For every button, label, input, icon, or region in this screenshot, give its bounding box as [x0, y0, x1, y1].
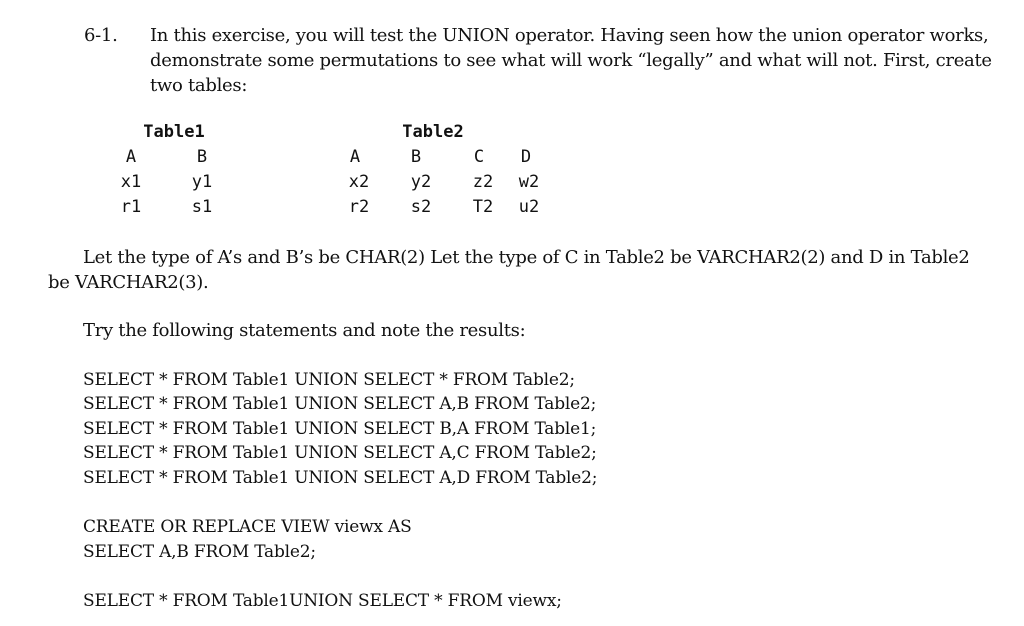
table2-cell: T2: [472, 197, 494, 217]
intro-line-1: In this exercise, you will test the UNION operator. Having seen how the union operator works,: [150, 25, 989, 46]
table1-cell: s1: [191, 197, 213, 217]
table2-title: Table2: [402, 122, 464, 142]
sql-statement: SELECT * FROM Table1 UNION SELECT A,B FROM Table2;: [83, 394, 597, 414]
instruction-text: Try the following statements and note the results:: [83, 320, 526, 341]
intro-line-3: two tables:: [150, 75, 248, 96]
table2-cell: x2: [348, 172, 370, 192]
sql-statement: SELECT * FROM Table1 UNION SELECT A,C FROM Table2;: [83, 443, 597, 463]
table2-cell: s2: [410, 197, 432, 217]
view-statement-line-1: CREATE OR REPLACE VIEW viewx AS: [83, 517, 412, 537]
sql-statement: SELECT * FROM Table1 UNION SELECT B,A FROM Table1;: [83, 419, 597, 439]
intro-line-2: demonstrate some permutations to see what will work “legally” and what will not. First, create: [150, 50, 992, 71]
sql-statement: SELECT * FROM Table1 UNION SELECT A,D FROM Table2;: [83, 468, 598, 488]
final-statement: SELECT * FROM Table1UNION SELECT * FROM viewx;: [83, 591, 562, 611]
table1-cell: y1: [191, 172, 213, 192]
table2-header-c: C: [473, 147, 485, 167]
sql-statement: SELECT * FROM Table1 UNION SELECT * FROM Table2;: [83, 370, 575, 390]
view-statement-line-2: SELECT A,B FROM Table2;: [83, 542, 316, 562]
table2-header-a: A: [349, 147, 361, 167]
types-note-line-2: be VARCHAR2(3).: [48, 272, 209, 293]
table2-cell: u2: [518, 197, 540, 217]
exercise-number: 6-1.: [84, 25, 118, 46]
table1-cell: r1: [120, 197, 142, 217]
table1-header-a: A: [125, 147, 137, 167]
table2-cell: y2: [410, 172, 432, 192]
table1-cell: x1: [120, 172, 142, 192]
table1-title: Table1: [143, 122, 205, 142]
table2-header-b: B: [410, 147, 422, 167]
table2-cell: w2: [518, 172, 540, 192]
table2-cell: z2: [472, 172, 494, 192]
table1-header-b: B: [196, 147, 208, 167]
table2-cell: r2: [348, 197, 370, 217]
table2-header-d: D: [520, 147, 532, 167]
types-note-line-1: Let the type of A’s and B’s be CHAR(2) Let the type of C in Table2 be VARCHAR2(2) and D in Table2: [83, 247, 970, 268]
